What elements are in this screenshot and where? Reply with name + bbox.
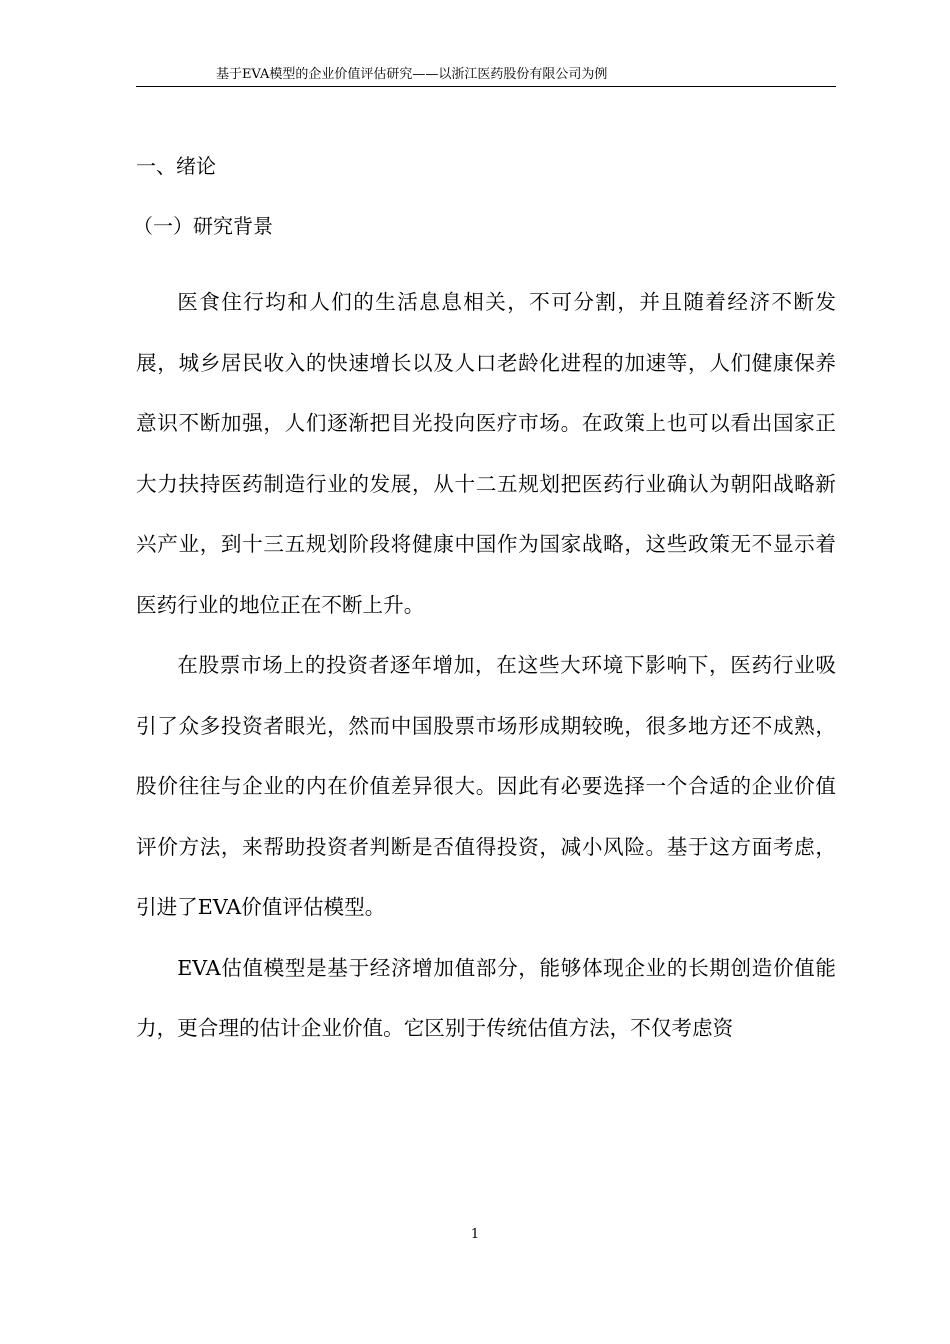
header-divider: [136, 86, 836, 87]
paragraph: EVA估值模型是基于经济增加值部分，能够体现企业的长期创造价值能力，更合理的估计企业价值。它区别于传统估值方法，不仅考虑资: [136, 955, 836, 1040]
paragraph: 在股票市场上的投资者逐年增加，在这些大环境下影响下，医药行业吸引了众多投资者眼光，然而中国股票市场形成期较晚，很多地方还不成熟，股价往往与企业的内在价值差异很大。因此有必要选择一个合适的企业价值评价方法，来帮助投资者判断是否值得投资，减小风险。基于这方面考虑，引进了EVA价值评估模型。: [136, 653, 836, 919]
page-number: 1: [470, 1227, 480, 1242]
body-text: [136, 272, 836, 1059]
subsection-title: （一）研究背景: [133, 214, 273, 238]
section-title: 一、绪论: [136, 154, 216, 178]
running-header: 基于EVA模型的企业价值评估研究——以浙江医药股份有限公司为例: [216, 67, 608, 82]
paragraph: 医食住行均和人们的生活息息相关，不可分割，并且随着经济不断发展，城乡居民收入的快速增长以及人口老龄化进程的加速等，人们健康保养意识不断加强，人们逐渐把目光投向医疗市场。在政策上也可以看出国家正大力扶持医药制造行业的发展，从十二五规划把医药行业确认为朝阳战略新兴产业，到十三五规划阶段将健康中国作为国家战略，这些政策无不显示着医药行业的地位正在不断上升。: [136, 290, 836, 617]
